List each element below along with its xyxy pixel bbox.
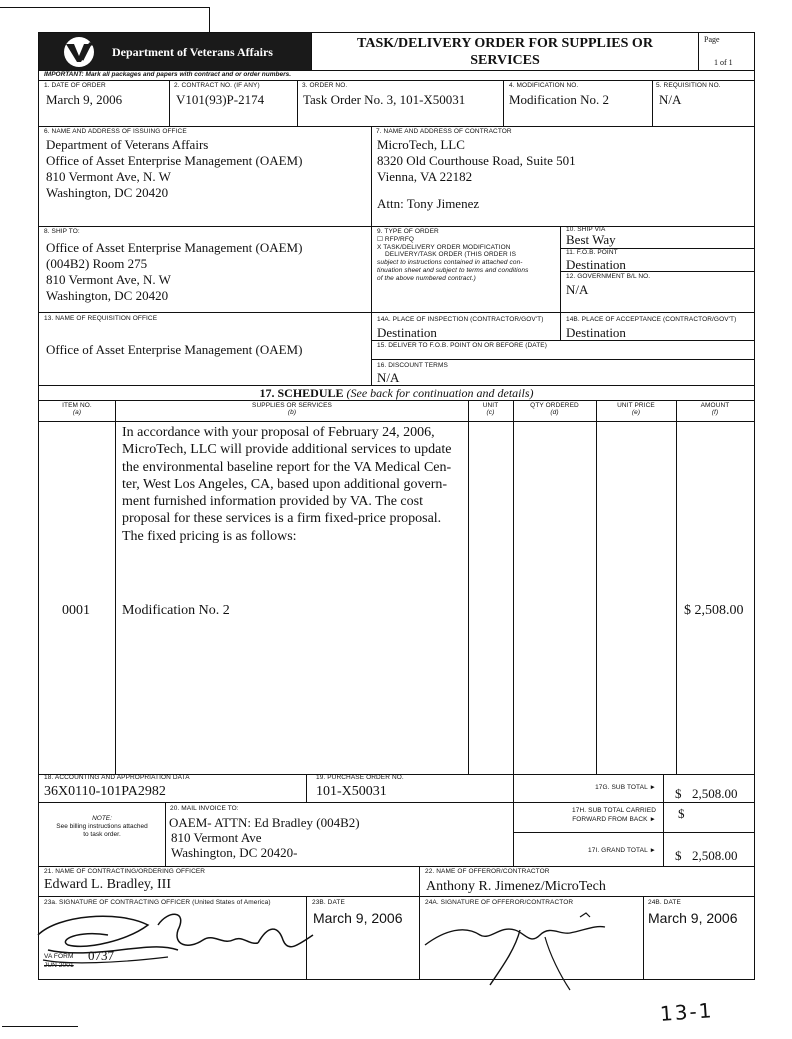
item-number: 0001 (62, 603, 90, 618)
date-24b-label: 24B. DATE (648, 899, 681, 906)
ship-to-address: Office of Asset Enterprise Management (OAEM) (004B2) Room 275 810 Vermont Ave, N. W Washington, DC 20420 (46, 240, 303, 303)
type-of-order-block: 9. TYPE OF ORDER ☐ RFP/RFQ X TASK/DELIVERY ORDER MODIFICATION DELIVERY/TASK ORDER (THIS ORDER IS subject to instructions contained in attached con- tinuation sheet and subject to terms and conditions of the above numbered contract.) (377, 228, 529, 282)
deliver-fob-label: 15. DELIVER TO F.O.B. POINT ON OR BEFORE (DATE) (377, 342, 548, 349)
schedule-title: 17. SCHEDULE (See back for continuation and details) (259, 386, 534, 400)
grand-total-currency: $ (675, 848, 682, 863)
form-title: TASK/DELIVERY ORDER FOR SUPPLIES OR SERVICES (357, 36, 653, 68)
carried-forward-currency: $ (678, 806, 685, 821)
ship-to-label: 8. SHIP TO: (44, 228, 80, 235)
purchase-order-value: 101-X50031 (316, 784, 387, 799)
item-amount: $ 2,508.00 (684, 603, 744, 618)
agency-name: Department of Veterans Affairs (112, 45, 273, 59)
form-number: 0737 (88, 948, 114, 963)
carried-forward-label: 17H. SUB TOTAL CARRIED FORWARD FROM BACK ► (572, 807, 656, 823)
government-bl-label: 12. GOVERNMENT B/L NO. (566, 273, 651, 280)
page-value: 1 of 1 (714, 58, 733, 67)
top-border-extension-vertical (209, 7, 210, 32)
col-item-header: ITEM NO. (a) (62, 402, 92, 417)
billing-note: NOTE: See billing instructions attached to task order. (56, 815, 148, 838)
grand-total-value: 2,508.00 (692, 848, 738, 863)
inspection-label: 14A. PLACE OF INSPECTION (CONTRACTOR/GOV'T) (377, 316, 544, 323)
date-23b-value: March 9, 2006 (313, 910, 403, 926)
col-amount-header: AMOUNT (f) (700, 402, 730, 417)
government-bl-value: N/A (566, 282, 589, 297)
issuing-office-label: 6. NAME AND ADDRESS OF ISSUING OFFICE (44, 128, 187, 135)
col-unit-header: UNIT (c) (482, 402, 499, 417)
contracting-officer-name: Edward L. Bradley, III (44, 877, 171, 892)
footer-rule (2, 1026, 78, 1027)
requisition-office-label: 13. NAME OF REQUISITION OFFICE (44, 315, 158, 322)
order-no-value: Task Order No. 3, 101-X50031 (303, 92, 466, 107)
inspection-value: Destination (377, 325, 437, 340)
contract-no-value: V101(93)P-2174 (176, 92, 265, 107)
acceptance-value: Destination (566, 325, 626, 340)
col-supplies-header: SUPPLIES OR SERVICES (b) (252, 402, 332, 417)
contracting-officer-label: 21. NAME OF CONTRACTING/ORDERING OFFICER (44, 868, 206, 875)
contract-no-label: 2. CONTRACT NO. (IF ANY) (174, 82, 260, 89)
handwritten-page-mark: 13-1 (659, 998, 715, 1026)
important-note: IMPORTANT: Mark all packages and papers with contract and or order numbers. (44, 71, 292, 78)
va-logo-icon (52, 35, 107, 69)
discount-terms-value: N/A (377, 370, 400, 385)
ship-via-value: Best Way (566, 232, 616, 247)
order-no-label: 3. ORDER NO. (302, 82, 348, 89)
col-price-header: UNIT PRICE (e) (617, 402, 655, 417)
accounting-value: 36X0110-101PA2982 (44, 784, 166, 799)
schedule-description: In accordance with your proposal of February 24, 2006, MicroTech, LLC will provide additional services to update the environmental baseline report for the VA Medical Cen- ter, West Los Angeles, CA, based upon additional govern- ment furnished information provided by VA. The cost proposal for these services is a firm fixed-price proposal. The fixed pricing is as follows: (122, 425, 452, 544)
contractor-address: MicroTech, LLC 8320 Old Courthouse Road, Suite 501 Vienna, VA 22182 (377, 137, 576, 184)
subtotal-label: 17G. SUB TOTAL ► (595, 784, 656, 791)
modification-no-label: 4. MODIFICATION NO. (509, 82, 579, 89)
ship-via-label: 10. SHIP VIA (566, 226, 606, 233)
top-border-extension (0, 7, 210, 8)
subtotal-value: 2,508.00 (692, 786, 738, 801)
col-qty-header: QTY ORDERED (d) (530, 402, 579, 417)
page-label: Page (704, 35, 720, 44)
date-23b-label: 23B. DATE (312, 899, 345, 906)
grand-total-label: 17I. GRAND TOTAL ► (588, 847, 656, 854)
offeror-signature-label: 24A. SIGNATURE OF OFFEROR/CONTRACTOR (425, 899, 574, 906)
purchase-order-label: 19. PURCHASE ORDER NO. (316, 774, 404, 781)
fob-point-value: Destination (566, 257, 626, 272)
accounting-label: 18. ACCOUNTING AND APPROPRIATION DATA (44, 774, 190, 781)
mail-invoice-label: 20. MAIL INVOICE TO: (170, 805, 239, 812)
date-24b-value: March 9, 2006 (648, 910, 738, 926)
date-of-order-label: 1. DATE OF ORDER (44, 82, 106, 89)
form-date: JUN 2001 (44, 962, 74, 969)
offeror-signature (420, 905, 620, 995)
offeror-name: Anthony R. Jimenez/MicroTech (426, 879, 606, 894)
discount-terms-label: 16. DISCOUNT TERMS (377, 362, 448, 369)
contractor-attn: Attn: Tony Jimenez (377, 196, 480, 211)
offeror-label: 22. NAME OF OFFEROR/CONTRACTOR (425, 868, 550, 875)
requisition-no-value: N/A (659, 92, 682, 107)
officer-signature-label: 23a. SIGNATURE OF CONTRACTING OFFICER (United States of America) (44, 899, 271, 906)
form-label: VA FORM (44, 953, 74, 960)
date-of-order-value: March 9, 2006 (46, 92, 123, 107)
item-description: Modification No. 2 (122, 603, 230, 618)
mail-invoice-address: OAEM- ATTN: Ed Bradley (004B2) 810 Vermont Ave Washington, DC 20420- (169, 815, 360, 860)
subtotal-currency: $ (675, 786, 682, 801)
fob-point-label: 11. F.O.B. POINT (566, 249, 618, 256)
requisition-no-label: 5. REQUISITION NO. (656, 82, 721, 89)
acceptance-label: 14B. PLACE OF ACCEPTANCE (CONTRACTOR/GOV'T) (566, 316, 737, 323)
requisition-office-value: Office of Asset Enterprise Management (OAEM) (46, 342, 303, 357)
contractor-label: 7. NAME AND ADDRESS OF CONTRACTOR (376, 128, 512, 135)
modification-no-value: Modification No. 2 (509, 92, 610, 107)
issuing-office-address: Department of Veterans Affairs Office of Asset Enterprise Management (OAEM) 810 Vermont Ave, N. W Washington, DC 20420 (46, 137, 303, 200)
